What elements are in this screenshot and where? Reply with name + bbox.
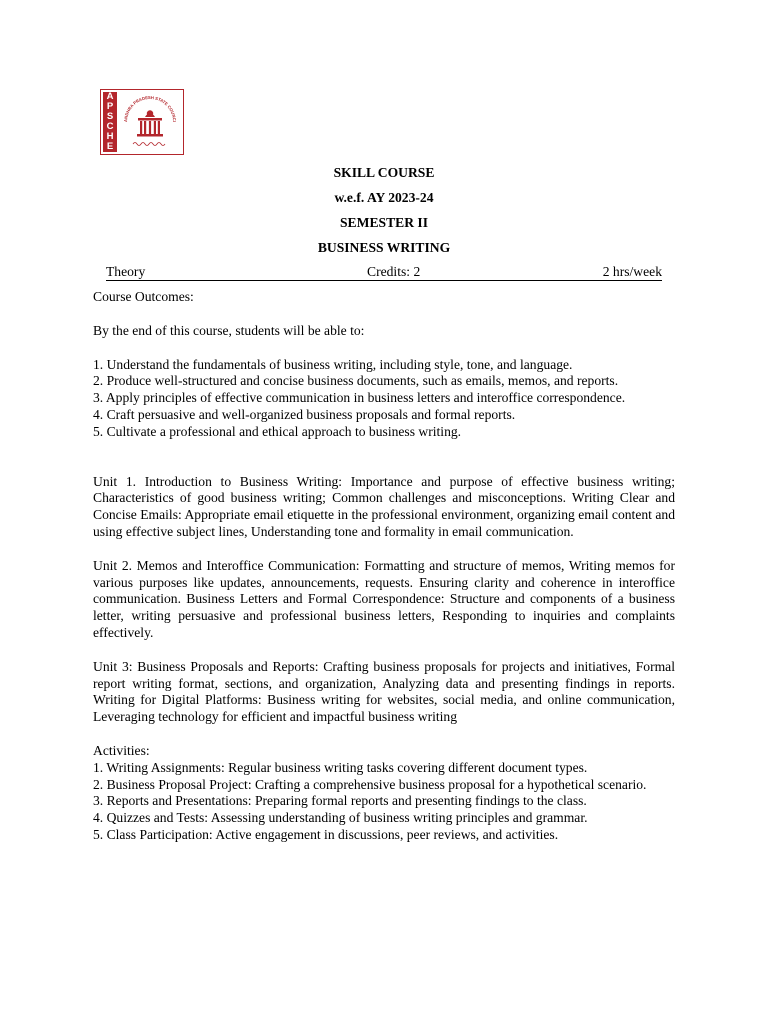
heading-academic-year: w.e.f. AY 2023-24 [334, 190, 434, 205]
unit-1-paragraph: Unit 1. Introduction to Business Writing: Importance and purpose of effective business writing; Characteristics of good business writing; Common challenges and misconceptions. Writing Clear and Concise Emails: Appropriate email etiquette in the professional environment, organizing email content and using effective subject lines, Understanding tone and formality in email communication. [93, 473, 675, 539]
outcomes-title: Course Outcomes: [93, 289, 194, 304]
course-info-line [106, 264, 662, 281]
outcome-item: 2. Produce well-structured and concise business documents, such as emails, memos, and reports. [93, 373, 619, 389]
activities-list [93, 760, 675, 844]
activity-item: 2. Business Proposal Project: Crafting a comprehensive business proposal for a hypothetical scenario. [93, 776, 647, 792]
heading-skill-course: SKILL COURSE [333, 165, 435, 180]
heading-course-title: BUSINESS WRITING [317, 240, 451, 255]
theory-label: Theory [106, 264, 146, 279]
credits-label: Credits: 2 [367, 264, 421, 279]
outcome-item: 4. Craft persuasive and well-organized business proposals and formal reports. [93, 406, 516, 422]
apsche-emblem-icon [119, 92, 181, 152]
activity-item: 5. Class Participation: Active engagement in discussions, peer reviews, and activities. [93, 826, 559, 842]
svg-text:ANDHRA PRADESH STATE COUNCIL O [119, 92, 177, 122]
logo-abbr-strip: A P S C H E [103, 92, 117, 152]
activity-item: 1. Writing Assignments: Regular business writing tasks covering different document types. [93, 759, 588, 775]
unit-3-paragraph: Unit 3: Business Proposals and Reports: Crafting business proposals for projects and initiatives, Formal report writing format, sections, and organization, Analyzing data and presenting findings in reports. Writing for Digital Platforms: Business writing for websites, social media, and online communication, Leveraging technology for efficient and impactful business writing [93, 658, 675, 725]
outcome-item: 5. Cultivate a professional and ethical approach to business writing. [93, 423, 462, 439]
apsche-logo [100, 89, 184, 155]
document-body [93, 289, 675, 844]
unit-2-paragraph: Unit 2. Memos and Interoffice Communication: Formatting and structure of memos, Writing memos for various purposes like updates, announcements, requests. Ensuring clarity and coherence in interoffice communication. Business Letters and Formal Correspondence: Structure and components of a business letter, writing persuasive and professional business letters, Responding to inquiries and complaints effectively. [93, 557, 675, 640]
outcomes-intro: By the end of this course, students will be able to: [93, 322, 365, 338]
activity-item: 3. Reports and Presentations: Preparing formal reports and presenting findings to the class. [93, 793, 587, 809]
logo-caption-arc: ANDHRA PRADESH STATE COUNCI [122, 94, 178, 123]
outcome-item: 1. Understand the fundamentals of business writing, including style, tone, and language. [93, 356, 573, 372]
hours-label: 2 hrs/week [602, 264, 662, 279]
outcome-item: 3. Apply principles of effective communication in business letters and interoffice correspondence. [93, 390, 626, 406]
activity-item: 4. Quizzes and Tests: Assessing understanding of business writing principles and grammar. [93, 810, 588, 826]
outcomes-list [93, 357, 675, 441]
activities-title: Activities: [93, 742, 150, 758]
heading-semester: SEMESTER II [339, 215, 428, 230]
